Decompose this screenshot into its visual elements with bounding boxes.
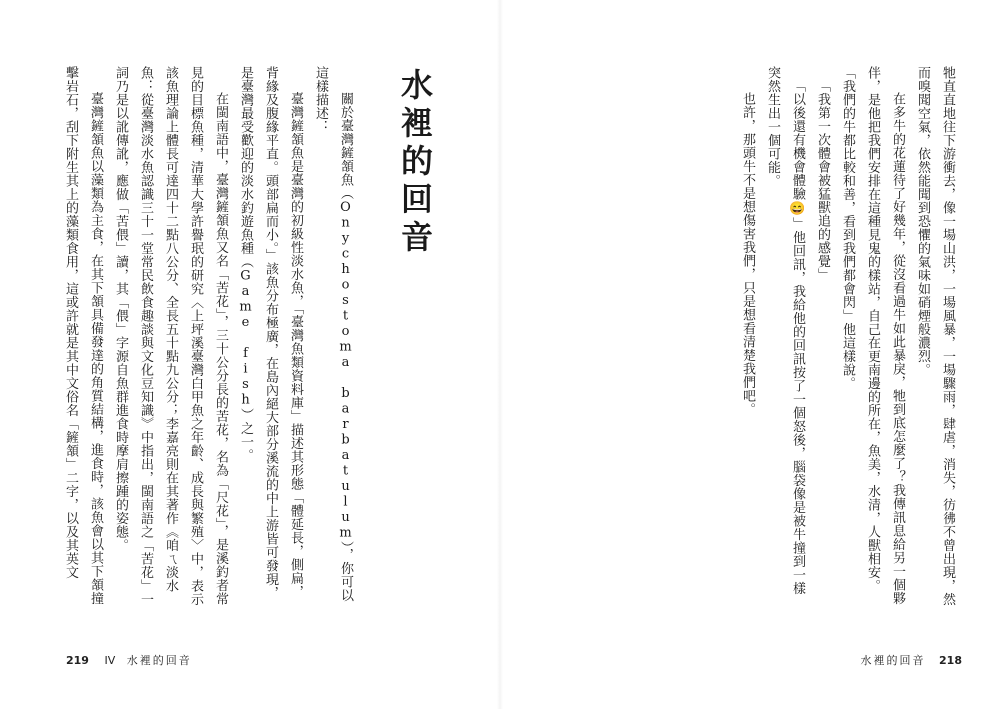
paragraph: 牠直直地往下游衝去，像一場山洪，一場風暴，一場驟雨，肆虐，消失，彷彿不曾出現，然而嗅聞空氣，依然能聞到恐懼的氣味如硝煙般濃烈。 [915, 66, 955, 606]
paragraph: 關於臺灣鏟頷魚（Onychostoma barbatulum），你可以這樣描述： [313, 66, 353, 602]
paragraph: 「我第一次體會被猛獸追的感覺」 [815, 79, 830, 282]
page-number: 219 [66, 654, 89, 667]
paragraph: 臺灣鏟頷魚是臺灣的初級性淡水魚，「臺灣魚類資料庫」描述其形態「體延長，側扁，背緣及腹緣平直。頭部扁而小。」該魚分布極廣，在島內絕大部分溪流的中上游皆可發現，是臺灣最受歡迎的淡水釣遊魚種（Game fish）之一。 [238, 66, 303, 600]
part-label: IV [104, 654, 116, 667]
paragraph: 臺灣鏟頷魚以藻類為主食，在其下頷具備發達的角質結構，進食時，該魚會以其下頷撞擊岩石，刮下附生其上的藻類食用，這或許就是其中文俗名「鏟頷」二字，以及其英文 [63, 66, 103, 605]
left-page-body [63, 66, 358, 606]
paragraph: 也許，那頭牛不是想傷害我們，只是想看清楚我們吧。 [740, 92, 755, 416]
paragraph: 在多牛的花蓮待了好幾年，從沒看過牛如此暴戾，牠到底怎麼了？我傳訊息給另一個夥伴，是他把我們安排在這種見鬼的樣站，自己在更南邊的所在，魚美，水清，人獸相安。 [865, 66, 905, 605]
running-title: 水裡的回音 [860, 654, 926, 667]
right-page [500, 0, 1000, 709]
left-page-footer [66, 652, 192, 668]
right-page-footer [861, 652, 962, 668]
page-number: 218 [939, 654, 962, 667]
paragraph: 「我們的牛都比較和善，看到我們都會閃」他這樣說。 [840, 66, 855, 390]
paragraph: 「以後還有機會體驗😄」他回訊，我給他的回訊按了一個怒後，腦袋像是被牛撞到一樣突然生出一個可能。 [765, 66, 805, 595]
paragraph: 在閩南語中，臺灣鏟頷魚又名「苦花」，三十公分長的苦花，名為「尺花」，是溪釣者常見的目標魚種，清華大學許譽珉的研究〈上坪溪臺灣白甲魚之年齡、成長與繁殖〉中，表示該魚理論上體長可達四十二點八公分、全長五十點九公分；李嘉亮則在其著作《咱ㄟ淡水魚：從臺灣淡水魚認識三十一堂常民飲食趣談與文化豆知識》中指出，閩南語之「苦花」一詞乃是以訛傳訛，應做「苦偎」讀，其「偎」字源自魚群進食時摩肩擦踵的姿態。 [113, 66, 228, 606]
chapter-title: 水裡的回音 [396, 68, 434, 258]
right-page-body [540, 66, 960, 606]
running-title: 水裡的回音 [126, 654, 192, 667]
